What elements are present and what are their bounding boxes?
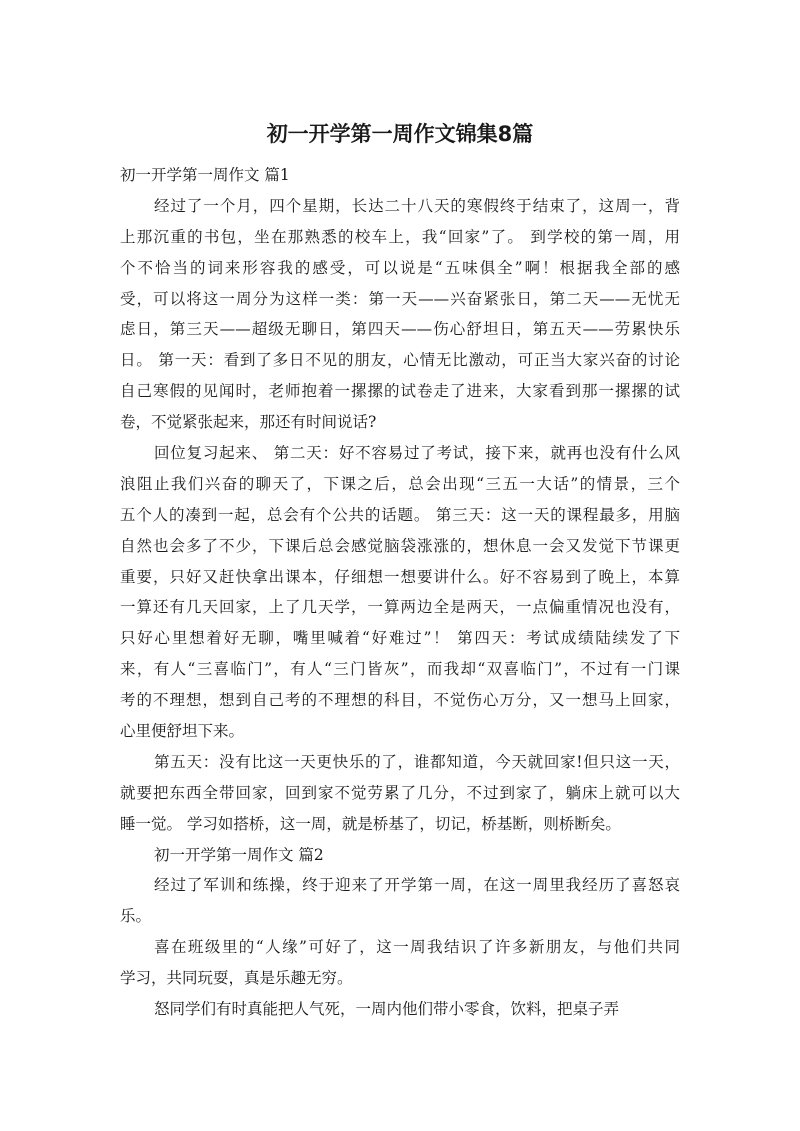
text-line: 初一开学第一周作文 篇2 — [154, 845, 324, 864]
document-title: 初一开学第一周作文锦集8篇 — [266, 122, 534, 146]
text-line: 自己寒假的见闻时，老师抱着一摞摞的试卷走了进来，大家看到那一摞摞的试 — [120, 382, 680, 401]
text-line: 日。 第一天：看到了多日不见的朋友，心情无比激动，可正当大家兴奋的讨论 — [120, 351, 680, 370]
text-line: 五个人的凑到一起，总会有个公共的话题。 第三天：这一天的课程最多，用脑 — [120, 505, 680, 524]
text-line: 心里便舒坦下来。 — [120, 722, 245, 741]
text-line: 一算还有几天回家，上了几天学，一算两边全是两天，一点偏重情况也没有， — [120, 598, 680, 617]
text-line: 第五天：没有比这一天更快乐的了，谁都知道，今天就回家!但只这一天， — [154, 752, 680, 771]
text-line: 考的不理想，想到自己考的不理想的科目，不觉伤心万分，又一想马上回家， — [120, 691, 680, 710]
text-line: 睡一觉。 学习如搭桥，这一周，就是桥基了，切记，桥基断，则桥断矣。 — [120, 814, 621, 833]
text-line: 只好心里想着好无聊，嘴里喊着“好难过”！ 第四天：考试成绩陆续发了下 — [120, 629, 680, 648]
text-line: 经过了一个月，四个星期，长达二十八天的寒假终于结束了，这周一，背 — [154, 196, 680, 215]
text-line: 经过了军训和练操，终于迎来了开学第一周，在这一周里我经历了喜怒哀 — [154, 876, 680, 895]
text-line: 怒同学们有时真能把人气死，一周内他们带小零食，饮料，把桌子弄 — [154, 1000, 620, 1019]
text-line: 来，有人“三喜临门”，有人“三门皆灰”，而我却“双喜临门”，不过有一门课 — [120, 660, 680, 679]
text-line: 喜在班级里的“人缘”可好了，这一周我结识了许多新朋友，与他们共同 — [154, 938, 680, 957]
text-line: 学习，共同玩耍，真是乐趣无穷。 — [120, 969, 353, 988]
text-line: 卷，不觉紧张起来，那还有时间说话? — [120, 413, 377, 432]
text-line: 自然也会多了不少，下课后总会感觉脑袋涨涨的，想休息一会又发觉下节课更 — [120, 536, 680, 555]
text-line: 受，可以将这一周分为这样一类：第一天——兴奋紧张日，第二天——无忧无 — [120, 289, 680, 308]
text-line: 上那沉重的书包，坐在那熟悉的校车上，我“回家”了。 到学校的第一周，用 — [120, 227, 680, 246]
text-line: 个不恰当的词来形容我的感受，可以说是“五味俱全”啊！根据我全部的感 — [120, 258, 680, 277]
text-line: 就要把东西全带回家，回到家不觉劳累了几分，不过到家了，躺床上就可以大 — [120, 783, 680, 802]
text-line: 乐。 — [120, 907, 152, 926]
document-body — [120, 160, 680, 1025]
text-line: 回位复习起来、 第二天：好不容易过了考试，接下来，就再也没有什么风 — [154, 444, 680, 463]
text-line: 虑日，第三天——超级无聊日，第四天——伤心舒坦日，第五天——劳累快乐 — [120, 320, 680, 339]
text-line: 浪阻止我们兴奋的聊天了，下课之后，总会出现“三五一大话”的情景，三个 — [120, 474, 680, 493]
text-line: 重要，只好又赶快拿出课本，仔细想一想要讲什么。好不容易到了晚上，本算 — [120, 567, 680, 586]
text-line: 初一开学第一周作文 篇1 — [120, 166, 290, 184]
